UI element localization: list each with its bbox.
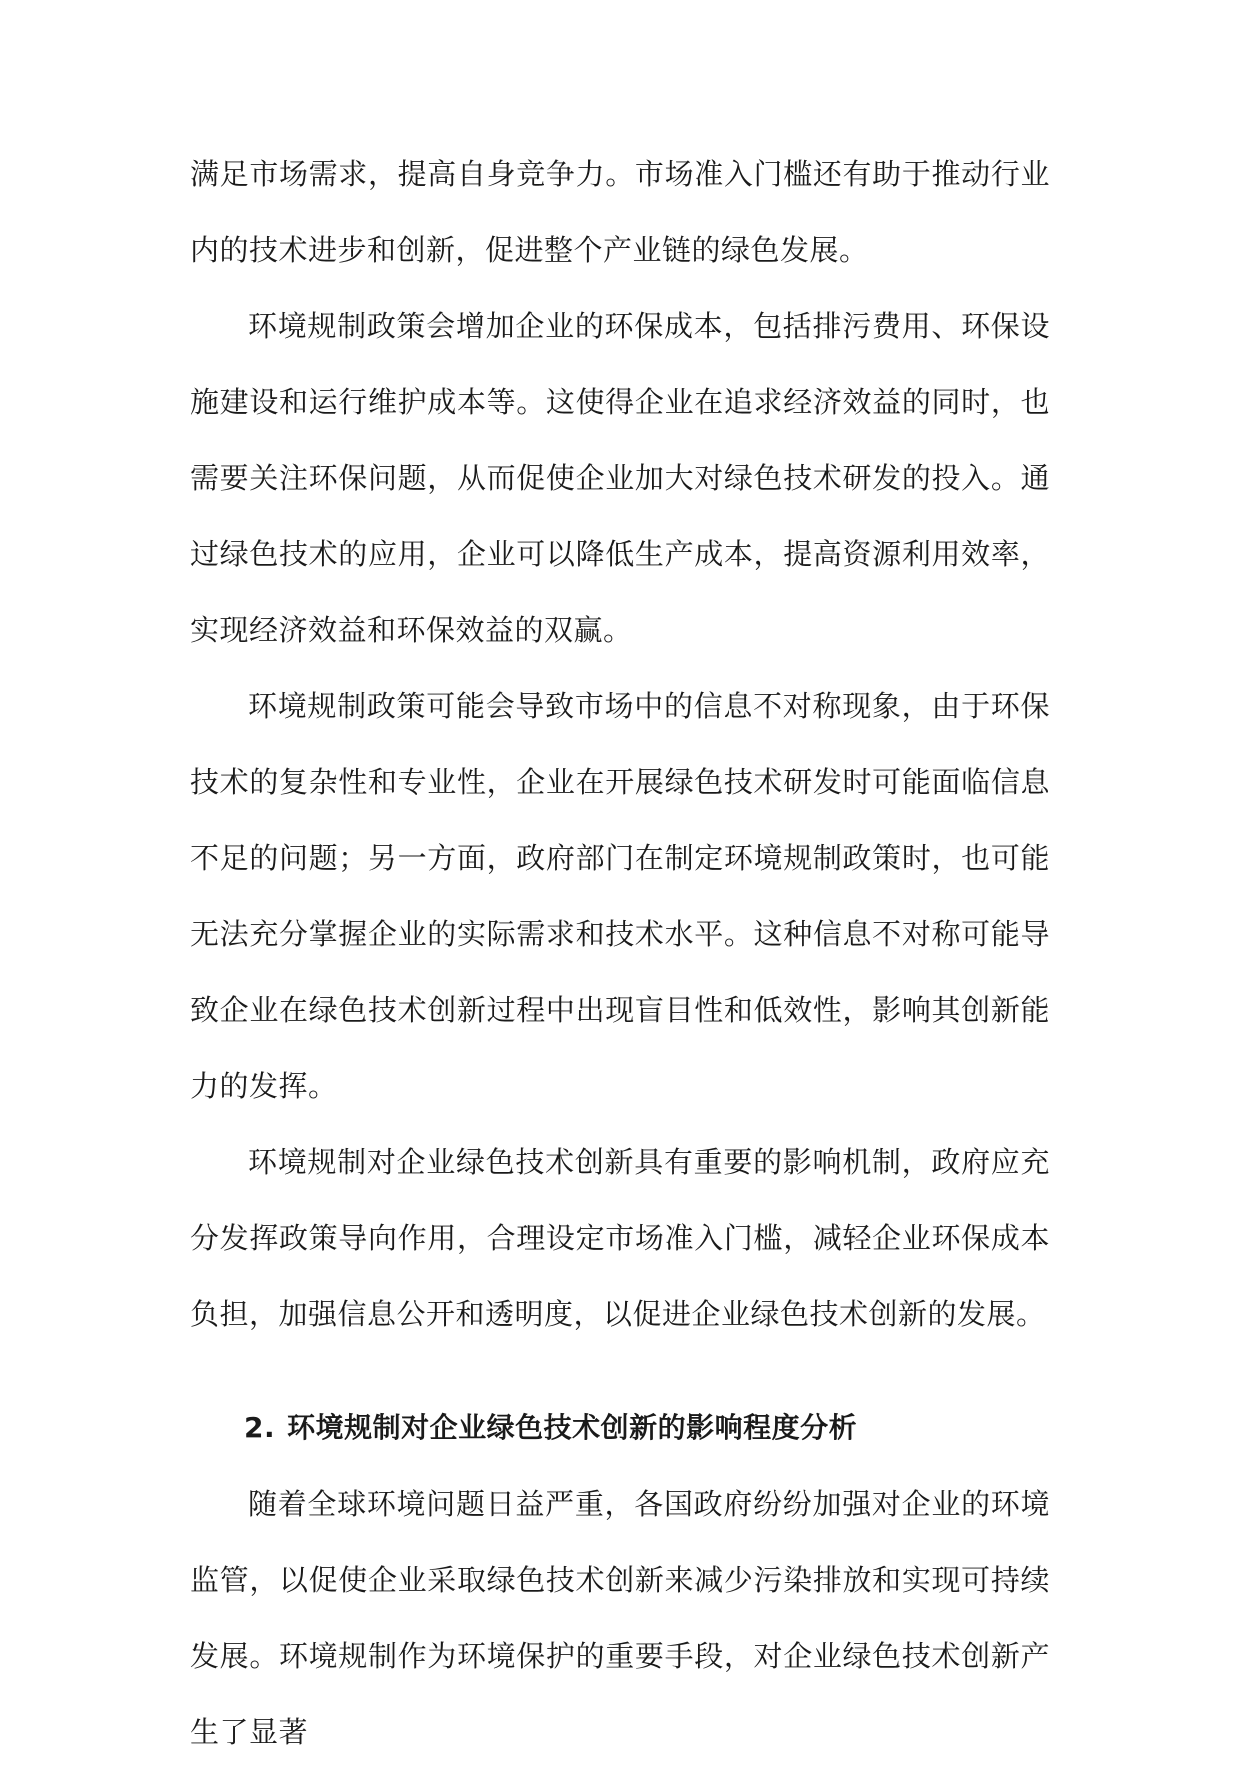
paragraph-environmental-cost: 环境规制政策会增加企业的环保成本，包括排污费用、环保设施建设和运行维护成本等。这使得企业在追求经济效益的同时，也需要关注环保问题，从而促使企业加大对绿色技术研发的投入。通过绿色技术的应用，企业可以降低生产成本，提高资源利用效率，实现经济效益和环保效益的双赢。 bbox=[190, 309, 1050, 647]
paragraph-impact-degree-intro: 随着全球环境问题日益严重，各国政府纷纷加强对企业的环境监管，以促使企业采取绿色技术创新来减少污染排放和实现可持续发展。环境规制作为环境保护的重要手段，对企业绿色技术创新产生了显著 bbox=[190, 1487, 1050, 1749]
paragraph-mechanism-summary: 环境规制对企业绿色技术创新具有重要的影响机制，政府应充分发挥政策导向作用，合理设定市场准入门槛，减轻企业环保成本负担，加强信息公开和透明度，以促进企业绿色技术创新的发展。 bbox=[190, 1145, 1050, 1331]
paragraph-information-asymmetry: 环境规制政策可能会导致市场中的信息不对称现象，由于环保技术的复杂性和专业性，企业在开展绿色技术研发时可能面临信息不足的问题；另一方面，政府部门在制定环境规制政策时，也可能无法充分掌握企业的实际需求和技术水平。这种信息不对称可能导致企业在绿色技术创新过程中出现盲目性和低效性，影响其创新能力的发挥。 bbox=[190, 689, 1050, 1103]
section-heading bbox=[190, 1390, 1050, 1466]
section-heading-number: 2. bbox=[244, 1411, 276, 1444]
paragraph-market-entry-continuation: 满足市场需求，提高自身竞争力。市场准入门槛还有助于推动行业内的技术进步和创新，促进整个产业链的绿色发展。 bbox=[190, 157, 1050, 267]
section-heading-title: 环境规制对企业绿色技术创新的影响程度分析 bbox=[287, 1411, 858, 1444]
document-body bbox=[190, 136, 1050, 1770]
